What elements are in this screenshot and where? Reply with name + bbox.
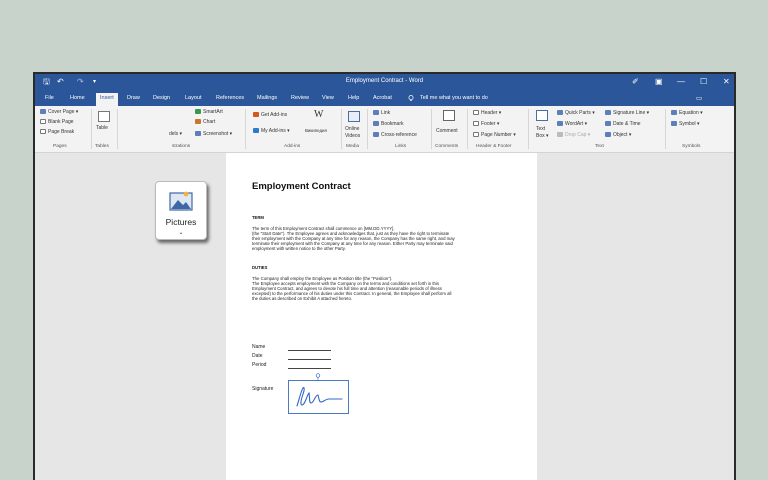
period-field-line[interactable] xyxy=(288,368,331,369)
tab-file[interactable]: File xyxy=(45,95,54,101)
3d-models-button[interactable]: dels ▾ xyxy=(169,131,183,137)
group-label-symbols: Symbols xyxy=(682,144,701,149)
object-icon xyxy=(605,132,611,137)
group-label-media: Media xyxy=(346,144,360,149)
blank-page-button[interactable]: Blank Page xyxy=(40,119,74,126)
tab-draw[interactable]: Draw xyxy=(127,95,140,101)
comment-button[interactable]: Comment xyxy=(436,128,458,134)
my-addins-button[interactable]: My Add-ins ▾ xyxy=(253,128,290,135)
field-label-date: Date xyxy=(252,353,263,359)
cover-page-button[interactable]: Cover Page ▾ xyxy=(40,109,78,116)
header-button[interactable]: Header ▾ xyxy=(473,110,501,117)
section-heading-term: TERM xyxy=(252,215,264,220)
comment-icon xyxy=(443,110,455,121)
symbol-button[interactable]: Symbol ▾ xyxy=(671,121,700,128)
group-label-comments: Comments xyxy=(435,144,459,149)
text-box-icon xyxy=(536,110,548,121)
group-label-illustrations: strations xyxy=(172,144,191,149)
screenshot-icon xyxy=(195,131,201,136)
maximize-button[interactable]: ☐ xyxy=(700,77,708,86)
date-time-button[interactable]: Date & Time xyxy=(605,121,641,128)
link-button[interactable]: Link xyxy=(373,110,390,117)
close-button[interactable]: ✕ xyxy=(723,77,730,86)
group-label-text: Text xyxy=(595,144,604,149)
smartart-icon xyxy=(195,109,201,114)
screenshot-button[interactable]: Screenshot ▾ xyxy=(195,131,232,138)
lightbulb-icon xyxy=(408,95,414,104)
title-bar xyxy=(35,74,734,92)
save-icon[interactable]: 🖫 xyxy=(43,77,50,86)
tab-insert[interactable]: Insert xyxy=(96,93,118,106)
blank-page-icon xyxy=(40,119,46,124)
word-window xyxy=(33,72,736,480)
window-title: Employment Contract - Word xyxy=(345,78,424,84)
addins-icon xyxy=(253,128,259,133)
tab-help[interactable]: Help xyxy=(348,95,360,101)
tab-mailings[interactable]: Mailings xyxy=(257,95,278,101)
ribbon-insert xyxy=(35,106,734,153)
page-number-button[interactable]: Page Number ▾ xyxy=(473,132,516,139)
tell-me-search[interactable]: Tell me what you want to do xyxy=(420,95,488,101)
page-break-icon xyxy=(40,129,46,134)
redo-icon[interactable]: ↷ xyxy=(77,77,84,86)
signature-scribble-icon xyxy=(288,380,349,414)
table-button[interactable]: Table xyxy=(96,125,108,131)
tab-acrobat[interactable]: Acrobat xyxy=(373,95,392,101)
calendar-icon xyxy=(605,121,611,126)
page-number-icon xyxy=(473,132,479,137)
cross-reference-icon xyxy=(373,132,379,137)
online-videos-button[interactable]: Online Videos xyxy=(345,126,361,139)
group-label-header-footer: Header & Footer xyxy=(476,144,512,149)
footer-button[interactable]: Footer ▾ xyxy=(473,121,499,128)
name-field-line[interactable] xyxy=(288,350,331,351)
quick-parts-icon xyxy=(557,110,563,115)
pictures-icon xyxy=(169,190,193,212)
omega-icon xyxy=(671,121,677,126)
header-icon xyxy=(473,110,479,115)
group-label-links: Links xyxy=(395,144,407,149)
pictures-label: Pictures xyxy=(165,217,197,227)
section-heading-duties: DUTIES xyxy=(252,265,268,270)
date-field-line[interactable] xyxy=(288,359,331,360)
drop-cap-icon xyxy=(557,132,563,137)
chart-button[interactable]: Chart xyxy=(195,119,215,126)
footer-icon xyxy=(473,121,479,126)
wordart-icon xyxy=(557,121,563,126)
table-icon xyxy=(98,111,110,122)
signature-line-button[interactable]: Signature Line ▾ xyxy=(605,110,649,117)
signature-line-icon xyxy=(605,110,611,115)
group-label-pages: Pages xyxy=(53,144,67,149)
online-video-icon xyxy=(348,111,360,122)
store-icon xyxy=(253,112,259,117)
tab-references[interactable]: References xyxy=(216,95,245,101)
term-paragraph: The term of this Employment Contract shall commence on [MM.DD.YYYY]. (the "Start Date"). The Employee agrees and acknowledges that, just as they have the right to terminate their employment with the Company at any time for any reason, the Company has the same right, and may terminate their employment with the Company at any time for any reason. Either Party may terminate said employment with written notice to the other Party. xyxy=(252,226,455,251)
rotate-handle-icon[interactable] xyxy=(315,373,321,381)
page-break-button[interactable]: Page Break xyxy=(40,129,74,136)
cover-page-icon xyxy=(40,109,46,114)
cross-reference-button[interactable]: Cross-reference xyxy=(373,132,417,139)
wikipedia-button[interactable]: Википедия xyxy=(305,128,327,133)
smartart-button[interactable]: SmartArt xyxy=(195,109,223,116)
tab-review[interactable]: Review xyxy=(291,95,310,101)
equation-button[interactable]: Equation ▾ xyxy=(671,110,703,117)
ribbon-display-icon[interactable]: ▣ xyxy=(655,77,663,86)
wikipedia-icon[interactable]: W xyxy=(314,109,324,120)
get-addins-button[interactable]: Get Add-ins xyxy=(253,112,287,119)
pi-icon xyxy=(671,110,677,115)
object-button[interactable]: Object ▾ xyxy=(605,132,631,139)
pen-icon[interactable]: ✐ xyxy=(632,77,639,86)
text-box-button[interactable]: Text Box ▾ xyxy=(536,126,549,139)
group-label-tables: Tables xyxy=(95,144,109,149)
document-page[interactable] xyxy=(226,153,537,480)
signature-image[interactable] xyxy=(288,380,349,414)
field-label-signature: Signature xyxy=(252,386,274,392)
group-label-addins: Add-ins xyxy=(284,144,301,149)
document-title: Employment Contract xyxy=(252,181,351,192)
chart-icon xyxy=(195,119,201,124)
chevron-down-icon[interactable]: ⌄ xyxy=(178,230,184,236)
link-icon xyxy=(373,110,379,115)
bookmark-icon xyxy=(373,121,379,126)
field-label-period: Period xyxy=(252,362,267,368)
tab-view[interactable]: View xyxy=(322,95,334,101)
duties-paragraph: The Company shall employ the Employee as Position title (the "Position"). The Employee accepts employment with the Company on the terms and conditions set forth in this Employment Contract, and agrees to devote his full time and attention (reasonable periods of illness excepted) to the performance of his duties under this Contract. In general, the Employee shall perform all the duties as described on Exhibit A attached hereto. xyxy=(252,276,452,301)
quick-parts-button[interactable]: Quick Parts ▾ xyxy=(557,110,595,117)
undo-icon[interactable]: ↶ xyxy=(57,77,64,86)
wordart-button[interactable]: WordArt ▾ xyxy=(557,121,587,128)
tab-design[interactable]: Design xyxy=(153,95,171,101)
drop-cap-button[interactable]: Drop Cap ▾ xyxy=(557,132,590,139)
ribbon-tabs xyxy=(35,92,734,106)
customize-qat-icon[interactable]: ▾ xyxy=(93,79,97,85)
field-label-name: Name xyxy=(252,344,266,350)
minimize-button[interactable]: — xyxy=(677,77,685,86)
tab-home[interactable]: Home xyxy=(70,95,85,101)
comments-pane-icon[interactable]: ▭ xyxy=(696,95,703,102)
pictures-button-callout[interactable] xyxy=(155,181,207,240)
tab-layout[interactable]: Layout xyxy=(185,95,202,101)
bookmark-button[interactable]: Bookmark xyxy=(373,121,404,128)
